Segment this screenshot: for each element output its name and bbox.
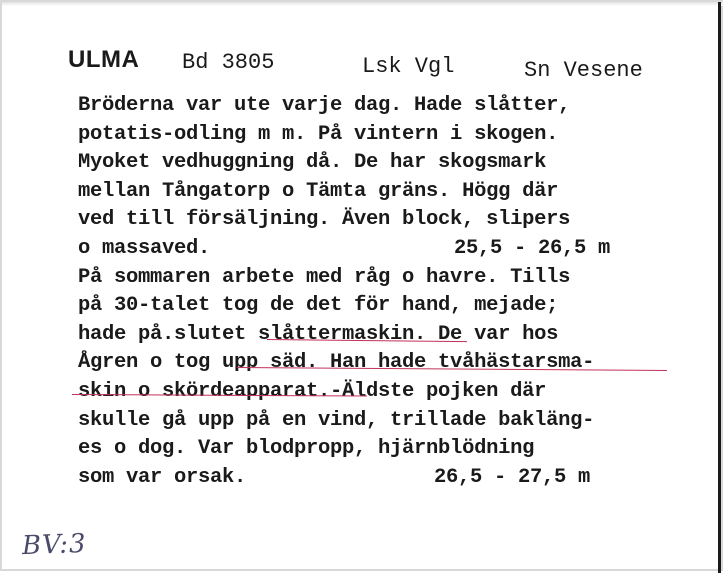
header-landskap: Lsk Vgl [362,54,455,79]
measurement-range-2: 26,5 - 27,5 m [434,465,591,489]
header-bd-number: Bd 3805 [182,50,275,75]
card-top-edge [2,2,723,6]
text-line: på 30-talet tog de det för hand, mejade; [78,294,559,318]
header-place: ULMA [68,46,140,73]
text-line: Bröderna var ute varje dag. Hade slåtter, [78,94,571,117]
header-socken: Sn Vesene [524,58,643,83]
text-line: mellan Tångatorp o Tämta gräns. Högg där [78,179,559,203]
text-line: o massaved. [78,236,211,260]
text-line-with-measure [78,235,678,264]
text-line: som var orsak. [78,465,247,489]
handwritten-note: BV:3 [21,528,88,562]
card-body-text [78,92,678,492]
measurement-range-1: 25,5 - 26,5 m [454,236,611,260]
text-line: es o dog. Var blodpropp, hjärnblödning [78,437,535,461]
text-line: Myoket vedhuggning då. De har skogsmark [78,151,547,175]
text-line: ved till försäljning. Även block, slipers [78,208,571,232]
text-line-with-measure [78,464,678,493]
text-line: potatis-odling m m. På vintern i skogen. [78,122,559,146]
card-right-edge [718,2,721,573]
text-line: skin o skördeapparat.-Äldste pojken där [78,379,547,403]
text-line: hade på.slutet slåttermaskin. De var hos [78,322,559,346]
text-line: Ågren o tog upp säd. Han hade tvåhästarsma- [78,351,595,375]
text-line: skulle gå upp på en vind, trillade bakläng- [78,408,595,432]
text-line: På sommaren arbete med råg o havre. Tills [78,265,571,289]
